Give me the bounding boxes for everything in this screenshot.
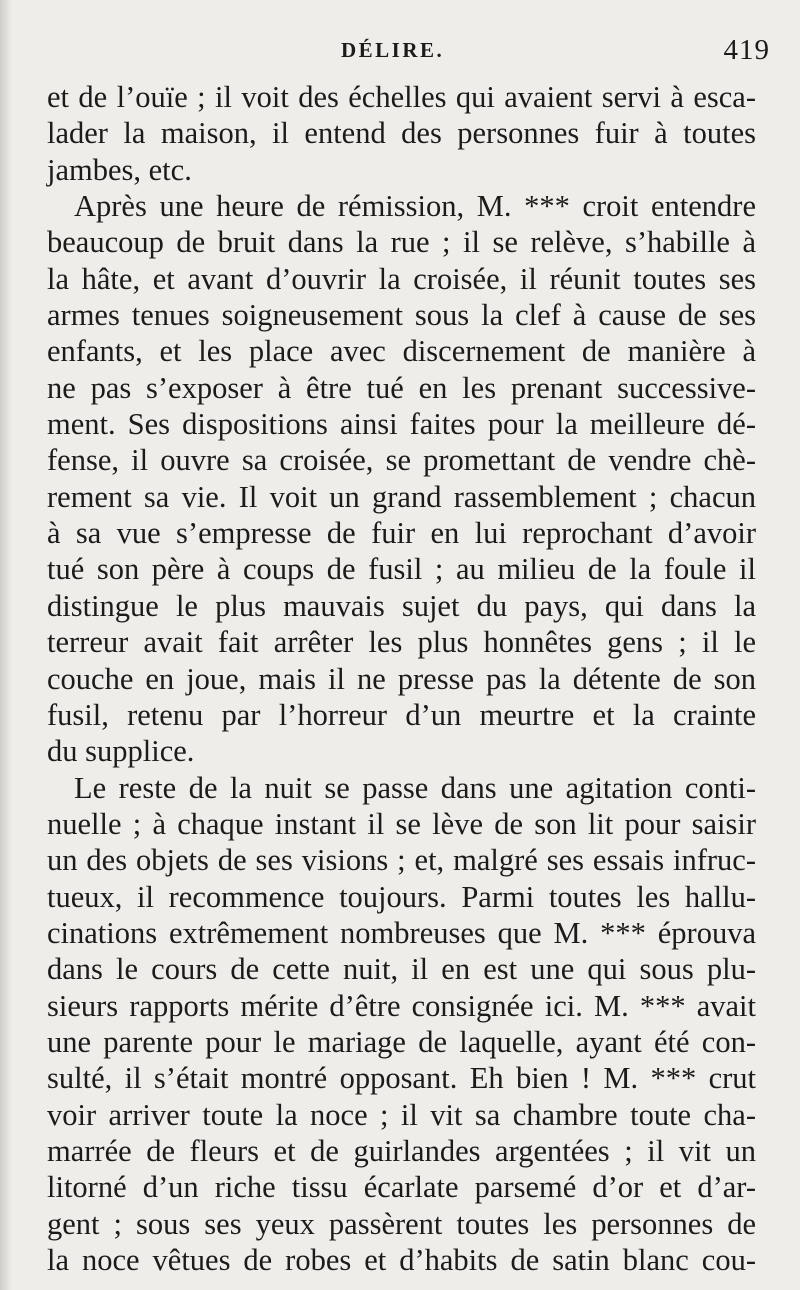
text-line: du supplice. [47,734,195,769]
text-line: nuelle ; à chaque instant il se lève de son lit pour saisir [47,806,756,841]
text-line: voir arriver toute la noce ; il vit sa chambre toute cha- [47,1097,756,1132]
body-text [47,79,756,1278]
text-line: gent ; sous ses yeux passèrent toutes les personnes de [47,1206,756,1241]
text-line: cinations extrêmement nombreuses que M. *** éprouva [47,915,756,950]
text-line: sieurs rapports mérite d’être consignée ici. M. *** avait [47,988,756,1023]
page-number: 419 [723,34,770,66]
text-line: sulté, il s’était montré opposant. Eh bien ! M. *** crut [47,1061,756,1096]
text-line: fusil, retenu par l’horreur d’un meurtre et la crainte [47,697,756,732]
running-title: DÉLIRE. [341,38,445,62]
text-line: armes tenues soigneusement sous la clef à cause de ses [47,298,756,333]
page-gutter-shadow [0,0,12,1290]
text-line: une parente pour le mariage de laquelle, ayant été con- [47,1024,756,1059]
text-line: couche en joue, mais il ne presse pas la détente de son [47,661,756,696]
text-line: ment. Ses dispositions ainsi faites pour la meilleure dé- [47,407,756,442]
text-line: dans le cours de cette nuit, il en est une qui sous plu- [47,952,756,987]
text-line: terreur avait fait arrêter les plus honnêtes gens ; il le [47,625,756,660]
text-line: rement sa vie. Il voit un grand rassemblement ; chacun [47,479,756,514]
text-line: à sa vue s’empresse de fuir en lui reprochant d’avoir [47,516,756,551]
text-line: fense, il ouvre sa croisée, se promettant de vendre chè- [47,443,756,478]
text-line: tueux, il recommence toujours. Parmi toutes les hallu- [47,879,756,914]
text-line: jambes, etc. [47,152,192,187]
text-line: Le reste de la nuit se passe dans une agitation conti- [74,770,756,805]
text-line: tué son père à coups de fusil ; au milieu de la foule il [47,552,756,587]
text-line: marrée de fleurs et de guirlandes argentées ; il vit un [47,1133,756,1168]
text-line: ne pas s’exposer à être tué en les prenant successive- [47,370,756,405]
running-head [0,34,800,68]
text-line: enfants, et les place avec discernement de manière à [47,334,756,369]
text-line: distingue le plus mauvais sujet du pays, qui dans la [47,588,756,623]
text-line: lader la maison, il entend des personnes fuir à toutes [47,116,756,151]
text-line: beaucoup de bruit dans la rue ; il se relève, s’habille à [47,225,756,260]
text-line: Après une heure de rémission, M. *** croit entendre [74,189,756,224]
text-line: un des objets de ses visions ; et, malgré ses essais infruc- [47,843,756,878]
text-line: la noce vêtues de robes et d’habits de satin blanc cou- [47,1243,756,1277]
text-line: et de l’ouïe ; il voit des échelles qui avaient servi à esca- [47,80,756,114]
text-line: litorné d’un riche tissu écarlate parsemé d’or et d’ar- [47,1170,756,1205]
text-line: la hâte, et avant d’ouvrir la croisée, il réunit toutes ses [47,261,756,296]
